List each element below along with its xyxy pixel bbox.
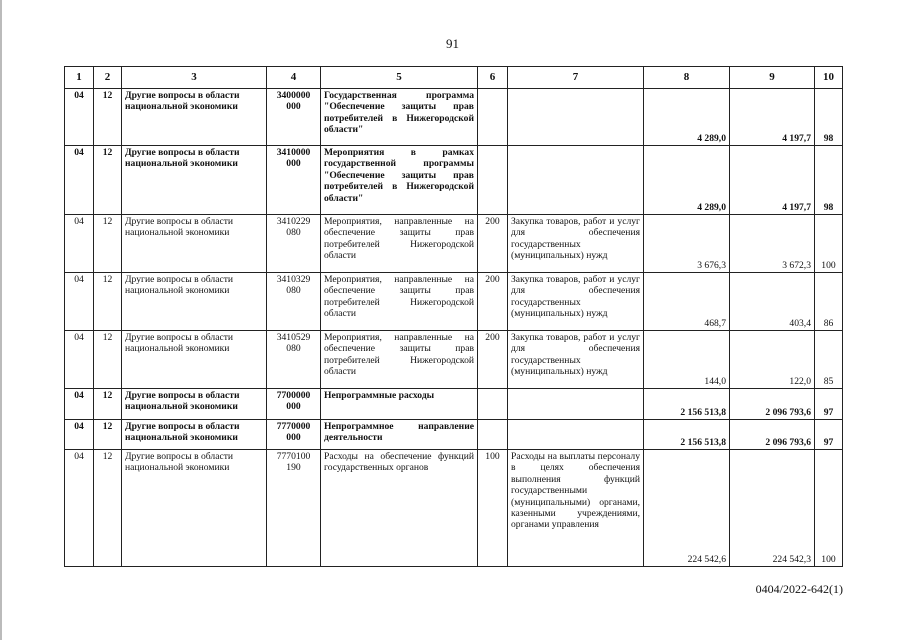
planned-amount: 4 289,0	[644, 146, 730, 215]
header-cell: 9	[730, 67, 815, 89]
section-code: 04	[65, 215, 94, 273]
execution-percent: 97	[815, 420, 843, 450]
execution-percent: 86	[815, 273, 843, 331]
page-number: 91	[446, 36, 459, 51]
target-name: Мероприятия, направленные на обеспечение защиты прав потребителей Нижегородской области	[321, 331, 478, 389]
section-name: Другие вопросы в области национальной экономики	[122, 146, 267, 215]
actual-amount: 3 672,3	[730, 215, 815, 273]
subsection-code: 12	[94, 89, 122, 146]
table-row	[65, 331, 843, 389]
expense-type-code	[478, 89, 508, 146]
header-cell: 6	[478, 67, 508, 89]
scan-edge	[0, 0, 2, 640]
expense-type-code	[478, 389, 508, 420]
expense-type-code: 200	[478, 331, 508, 389]
section-code: 04	[65, 389, 94, 420]
target-name: Государственная программа "Обеспечение защиты прав потребителей в Нижегородской области"	[321, 89, 478, 146]
planned-amount: 2 156 513,8	[644, 389, 730, 420]
header-row	[65, 67, 843, 89]
planned-amount: 224 542,6	[644, 450, 730, 567]
section-name: Другие вопросы в области национальной экономики	[122, 331, 267, 389]
section-name: Другие вопросы в области национальной экономики	[122, 215, 267, 273]
subsection-code: 12	[94, 331, 122, 389]
expense-type-name: Закупка товаров, работ и услуг для обеспечения государственных (муниципальных) нужд	[508, 331, 644, 389]
execution-percent: 97	[815, 389, 843, 420]
expense-type-code	[478, 146, 508, 215]
target-code: 3400000 000	[267, 89, 321, 146]
target-code: 7700000 000	[267, 389, 321, 420]
subsection-code: 12	[94, 420, 122, 450]
actual-amount: 224 542,3	[730, 450, 815, 567]
table-row	[65, 215, 843, 273]
header-cell: 5	[321, 67, 478, 89]
table-row	[65, 450, 843, 567]
section-name: Другие вопросы в области национальной экономики	[122, 89, 267, 146]
target-code: 3410529 080	[267, 331, 321, 389]
subsection-code: 12	[94, 389, 122, 420]
header-cell: 2	[94, 67, 122, 89]
expense-type-code: 100	[478, 450, 508, 567]
header-cell: 8	[644, 67, 730, 89]
table-row	[65, 273, 843, 331]
subsection-code: 12	[94, 273, 122, 331]
section-name: Другие вопросы в области национальной экономики	[122, 420, 267, 450]
actual-amount: 122,0	[730, 331, 815, 389]
expense-type-code: 200	[478, 215, 508, 273]
subsection-code: 12	[94, 215, 122, 273]
section-code: 04	[65, 331, 94, 389]
header-cell: 3	[122, 67, 267, 89]
header-cell: 10	[815, 67, 843, 89]
expense-type-code	[478, 420, 508, 450]
expense-type-name: Закупка товаров, работ и услуг для обеспечения государственных (муниципальных) нужд	[508, 273, 644, 331]
expense-type-name: Закупка товаров, работ и услуг для обеспечения государственных (муниципальных) нужд	[508, 215, 644, 273]
section-code: 04	[65, 273, 94, 331]
target-name: Мероприятия, направленные на обеспечение защиты прав потребителей Нижегородской области	[321, 215, 478, 273]
actual-amount: 4 197,7	[730, 89, 815, 146]
section-name: Другие вопросы в области национальной экономики	[122, 273, 267, 331]
header-cell: 1	[65, 67, 94, 89]
budget-table	[64, 66, 843, 567]
target-code: 3410229 080	[267, 215, 321, 273]
target-name: Непрограммные расходы	[321, 389, 478, 420]
execution-percent: 85	[815, 331, 843, 389]
actual-amount: 2 096 793,6	[730, 389, 815, 420]
subsection-code: 12	[94, 450, 122, 567]
expense-type-code: 200	[478, 273, 508, 331]
expense-type-name	[508, 89, 644, 146]
planned-amount: 3 676,3	[644, 215, 730, 273]
actual-amount: 4 197,7	[730, 146, 815, 215]
planned-amount: 2 156 513,8	[644, 420, 730, 450]
target-code: 7770000 000	[267, 420, 321, 450]
expense-type-name	[508, 389, 644, 420]
section-name: Другие вопросы в области национальной экономики	[122, 389, 267, 420]
document-code: 0404/2022-642(1)	[755, 582, 843, 596]
expense-type-name	[508, 420, 644, 450]
target-code: 3410000 000	[267, 146, 321, 215]
target-code: 7770100 190	[267, 450, 321, 567]
target-name: Мероприятия в рамках государственной программы "Обеспечение защиты прав потребителей в Нижегородской области"	[321, 146, 478, 215]
table-row	[65, 389, 843, 420]
section-code: 04	[65, 89, 94, 146]
section-code: 04	[65, 420, 94, 450]
table-row	[65, 146, 843, 215]
target-name: Расходы на обеспечение функций государственных органов	[321, 450, 478, 567]
execution-percent: 100	[815, 215, 843, 273]
section-code: 04	[65, 146, 94, 215]
execution-percent: 98	[815, 146, 843, 215]
planned-amount: 144,0	[644, 331, 730, 389]
planned-amount: 468,7	[644, 273, 730, 331]
target-name: Непрограммное направление деятельности	[321, 420, 478, 450]
actual-amount: 2 096 793,6	[730, 420, 815, 450]
execution-percent: 100	[815, 450, 843, 567]
table-row	[65, 420, 843, 450]
subsection-code: 12	[94, 146, 122, 215]
table-row	[65, 89, 843, 146]
planned-amount: 4 289,0	[644, 89, 730, 146]
expense-type-name	[508, 146, 644, 215]
execution-percent: 98	[815, 89, 843, 146]
section-code: 04	[65, 450, 94, 567]
target-name: Мероприятия, направленные на обеспечение защиты прав потребителей Нижегородской области	[321, 273, 478, 331]
actual-amount: 403,4	[730, 273, 815, 331]
header-cell: 4	[267, 67, 321, 89]
section-name: Другие вопросы в области национальной экономики	[122, 450, 267, 567]
expense-type-name: Расходы на выплаты персоналу в целях обеспечения выполнения функций государственными (муниципальными) органами, казенными учреждениями, органами управления	[508, 450, 644, 567]
target-code: 3410329 080	[267, 273, 321, 331]
header-cell: 7	[508, 67, 644, 89]
